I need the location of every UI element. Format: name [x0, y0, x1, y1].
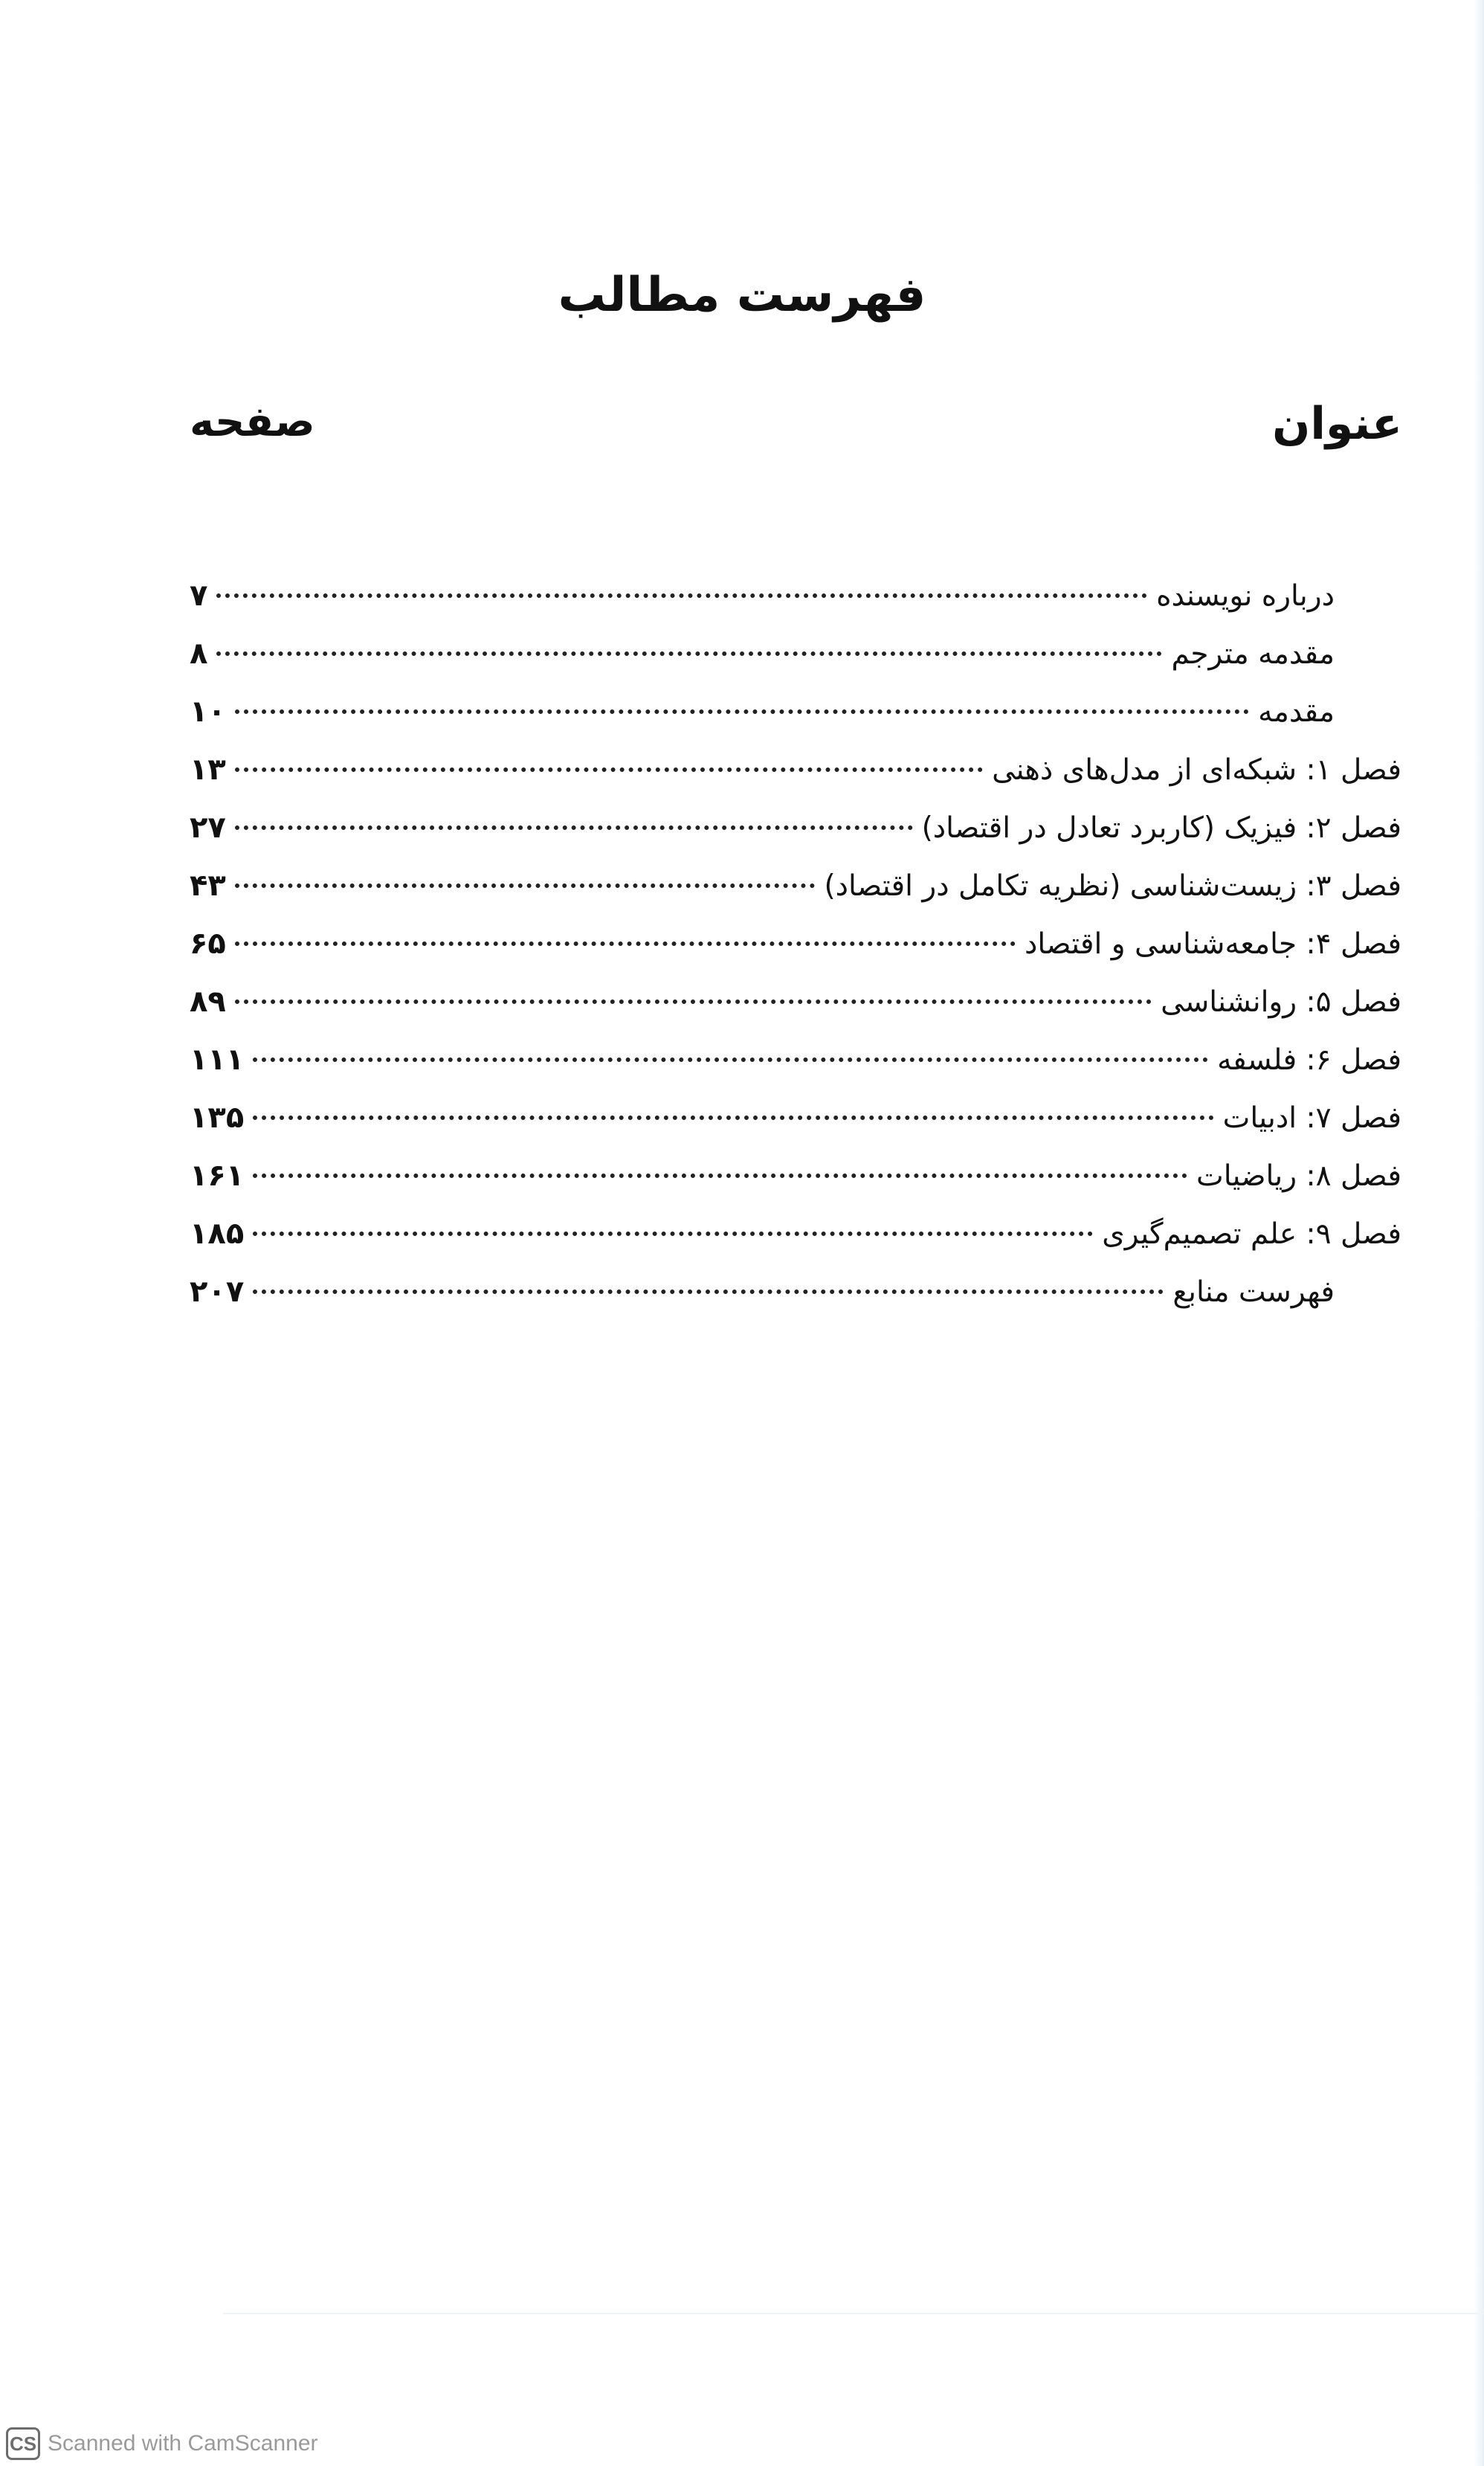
toc-entry-page: ۸: [190, 637, 208, 671]
toc-entry-label: مقدمه: [1258, 695, 1335, 729]
toc-entry-label: فهرست منابع: [1172, 1275, 1335, 1309]
toc-entry-chapter-7[interactable]: [190, 1089, 1401, 1147]
toc-entry-page: ۷: [190, 579, 208, 613]
toc-entry-chapter-4[interactable]: [190, 915, 1401, 973]
toc-entry-label: مقدمه مترجم: [1171, 637, 1335, 671]
toc-entry-chapter-3[interactable]: [190, 857, 1401, 915]
dot-leader: [235, 709, 1249, 714]
watermark-text: Scanned with CamScanner: [48, 2431, 318, 2456]
toc-entry-chapter-6[interactable]: [190, 1031, 1401, 1089]
page-edge: [1474, 0, 1484, 2466]
toc-entry-page: ۱۳۵: [190, 1101, 245, 1135]
toc-entry-chapter-5[interactable]: [190, 973, 1401, 1031]
column-header-page: صفحه: [190, 398, 315, 446]
toc-entry-about-author[interactable]: [190, 567, 1401, 625]
dot-leader: [235, 941, 1016, 946]
toc-entry-label: فصل ۶: فلسفه: [1217, 1043, 1401, 1077]
camscanner-logo-icon: CS: [6, 2427, 40, 2460]
toc-entry-page: ۶۵: [190, 927, 226, 961]
toc-entry-label: فصل ۴: جامعه‌شناسی و اقتصاد: [1025, 927, 1401, 961]
dot-leader: [216, 651, 1162, 656]
dot-leader: [235, 825, 913, 830]
toc-entry-label: فصل ۳: زیست‌شناسی (نظریه تکامل در اقتصاد): [824, 869, 1401, 903]
toc-entry-translator-preface[interactable]: [190, 625, 1401, 683]
dot-leader: [235, 767, 983, 772]
toc-entry-label: فصل ۱: شبکه‌ای از مدل‌های ذهنی: [992, 753, 1401, 787]
scanner-watermark: [6, 2427, 318, 2460]
toc-entry-chapter-9[interactable]: [190, 1205, 1401, 1263]
toc-entry-label: درباره نویسنده: [1156, 579, 1335, 613]
toc-entry-page: ۴۳: [190, 869, 226, 903]
dot-leader: [253, 1232, 1093, 1236]
toc-entry-page: ۸۹: [190, 985, 226, 1019]
table-of-contents: [190, 567, 1401, 1321]
toc-entry-page: ۱۶۱: [190, 1159, 245, 1193]
page-fold-line: [223, 2313, 1484, 2314]
dot-leader: [235, 999, 1152, 1004]
toc-entry-label: فصل ۵: روانشناسی: [1161, 985, 1401, 1019]
dot-leader: [253, 1116, 1213, 1120]
dot-leader: [235, 883, 816, 888]
toc-entry-page: ۱۱۱: [190, 1043, 245, 1077]
toc-entry-introduction[interactable]: [190, 683, 1401, 741]
toc-entry-page: ۲۷: [190, 811, 226, 845]
toc-entry-label: فصل ۹: علم تصمیم‌گیری: [1102, 1217, 1401, 1251]
dot-leader: [253, 1290, 1164, 1294]
dot-leader: [253, 1174, 1187, 1178]
dot-leader: [253, 1057, 1208, 1062]
page-title: فهرست مطالب: [558, 268, 926, 323]
toc-entry-chapter-2[interactable]: [190, 799, 1401, 857]
toc-entry-chapter-1[interactable]: [190, 741, 1401, 799]
toc-entry-page: ۱۳: [190, 753, 226, 787]
toc-entry-label: فصل ۸: ریاضیات: [1196, 1159, 1401, 1193]
toc-entry-page: ۱۸۵: [190, 1217, 245, 1251]
toc-entry-references[interactable]: [190, 1263, 1401, 1321]
toc-entry-label: فصل ۷: ادبیات: [1222, 1101, 1401, 1135]
column-header-title: عنوان: [1272, 398, 1402, 450]
toc-entry-label: فصل ۲: فیزیک (کاربرد تعادل در اقتصاد): [921, 811, 1401, 845]
dot-leader: [216, 593, 1147, 598]
toc-entry-chapter-8[interactable]: [190, 1147, 1401, 1205]
toc-entry-page: ۲۰۷: [190, 1275, 245, 1309]
toc-entry-page: ۱۰: [190, 695, 226, 729]
